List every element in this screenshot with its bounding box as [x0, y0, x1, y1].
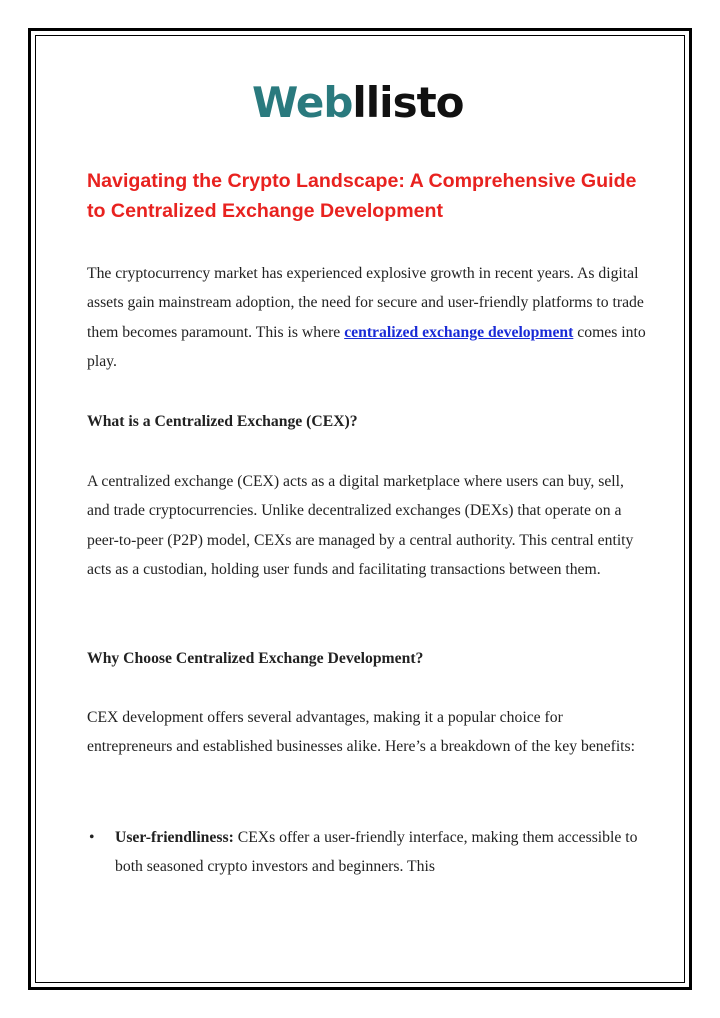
intro-paragraph	[87, 259, 647, 377]
document-title: Navigating the Crypto Landscape: A Comprehensive Guide to Centralized Exchange Development	[87, 170, 637, 222]
section-heading-why-choose: Why Choose Centralized Exchange Development?	[87, 650, 424, 667]
centralized-exchange-link[interactable]: centralized exchange development	[344, 323, 574, 341]
intro-text-after: comes into play.	[87, 323, 646, 371]
bullet-text: CEXs offer a user-friendly interface, making them accessible to both seasoned crypto investors and beginners. This	[115, 829, 638, 876]
list-item	[87, 823, 647, 882]
section-body-why-choose: CEX development offers several advantages, making it a popular choice for entrepreneurs and established businesses alike. Here’s a breakdown of the key benefits:	[87, 709, 636, 756]
logo-listo-text: llisto	[352, 78, 464, 127]
webllisto-logo	[252, 78, 464, 128]
section-body-what-is-cex: A centralized exchange (CEX) acts as a digital marketplace where users can buy, sell, and trade cryptocurrencies. Unlike decentralized exchanges (DEXs) that operate on a peer-to-peer (P2P) model, CEXs are managed by a central authority. This central entity acts as a custodian, holding user funds and facilitating transactions between them.	[87, 473, 634, 579]
section-heading-what-is-cex: What is a Centralized Exchange (CEX)?	[87, 413, 358, 430]
intro-text-before: The cryptocurrency market has experienced explosive growth in recent years. As digital assets gain mainstream adoption, the need for secure and user-friendly platforms to trade them becomes paramount. This is where	[87, 265, 644, 341]
bullet-term: User-friendliness:	[115, 829, 234, 846]
logo-web-text: Web	[252, 78, 353, 127]
benefits-list	[87, 823, 647, 882]
bullet-icon: •	[89, 829, 95, 846]
